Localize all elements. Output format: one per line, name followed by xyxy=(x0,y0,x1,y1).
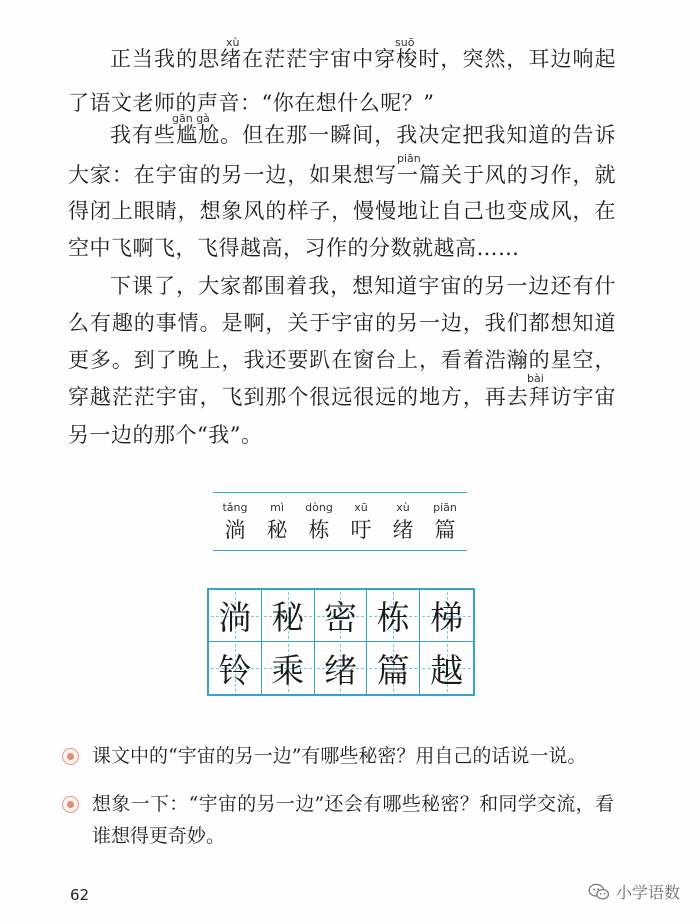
exercise-text: 想象一下：“宇宙的另一边”还会有哪些秘密？和同学交流，看 xyxy=(92,793,614,815)
pinyin-annotation: piān xyxy=(397,152,421,165)
vocab-char: 绪 xyxy=(392,518,414,542)
grid-char: 密 xyxy=(323,598,357,637)
grid-cell xyxy=(420,590,473,642)
vocab-top-rule xyxy=(213,492,467,493)
vocab-word xyxy=(430,500,460,546)
character-writing-grid xyxy=(207,588,475,696)
text-line: 我有些尴尬。但在那一瞬间，我决定把我知道的告诉 xyxy=(110,123,616,147)
text-line: 穿越茫茫宇宙，飞到那个很远很远的地方，再去拜访宇宙 xyxy=(68,385,616,409)
pinyin-annotation: bài xyxy=(527,372,544,385)
text-line: 么有趣的事情。是啊，关于宇宙的另一边，我们都想知道 xyxy=(68,311,616,335)
grid-cell xyxy=(209,590,262,642)
watermark-text: 小学语数 xyxy=(615,883,680,902)
vocab-word xyxy=(262,500,292,546)
grid-char: 栋 xyxy=(376,598,410,637)
page-number: 62 xyxy=(70,886,90,904)
vocab-char: 篇 xyxy=(434,518,456,542)
grid-char: 秘 xyxy=(271,598,305,637)
grid-char: 淌 xyxy=(218,598,252,637)
grid-char: 绪 xyxy=(323,650,357,690)
exercise-bullet-icon xyxy=(62,748,79,765)
text-line: 空中飞啊飞，飞得越高，习作的分数就越高…… xyxy=(68,236,520,260)
grid-cell xyxy=(420,642,473,694)
vocab-char: 淌 xyxy=(224,518,246,542)
text-line: 大家：在宇宙的另一边，如果想写一篇关于风的习作，就 xyxy=(68,163,616,187)
text-line: 正当我的思绪在茫茫宇宙中穿梭时，突然，耳边响起 xyxy=(110,47,616,71)
grid-cell xyxy=(209,642,262,694)
vocab-pinyin: xū xyxy=(354,501,368,514)
text-line: 得闭上眼睛，想象风的样子，慢慢地让自己也变成风，在 xyxy=(68,199,616,223)
grid-cell xyxy=(367,642,420,694)
pinyin-annotation: gān gà xyxy=(172,112,210,125)
exercise-text: 课文中的“宇宙的另一边”有哪些秘密？用自己的话说一说。 xyxy=(92,745,587,767)
grid-cell xyxy=(367,590,420,642)
text-line: 更多。到了晚上，我还要趴在窗台上，看着浩瀚的星空， xyxy=(68,348,616,372)
grid-cell xyxy=(262,590,315,642)
grid-cell xyxy=(315,642,368,694)
vocab-char: 秘 xyxy=(266,518,288,542)
vocab-char: 吁 xyxy=(350,518,372,542)
text-line: 另一边的那个“我”。 xyxy=(68,423,263,447)
vocab-pinyin: xù xyxy=(396,501,410,514)
vocab-bottom-rule xyxy=(213,550,467,551)
vocab-pinyin: piān xyxy=(433,501,457,514)
grid-cell xyxy=(315,590,368,642)
grid-char: 越 xyxy=(430,650,464,690)
exercise-text: 谁想得更奇妙。 xyxy=(92,825,226,847)
vocab-pinyin: mì xyxy=(270,501,284,514)
grid-char: 铃 xyxy=(218,650,252,690)
vocab-strip xyxy=(213,500,467,546)
grid-char: 篇 xyxy=(376,650,410,690)
text-line: 下课了，大家都围着我，想知道宇宙的另一边还有什 xyxy=(110,274,616,298)
pinyin-annotation: xù xyxy=(226,36,240,49)
grid-char: 乘 xyxy=(271,650,305,690)
vocab-word xyxy=(304,500,334,546)
grid-char: 梯 xyxy=(430,598,464,637)
vocab-pinyin: dòng xyxy=(305,501,333,514)
watermark xyxy=(588,880,680,903)
wechat-icon xyxy=(588,883,610,901)
vocab-pinyin: tǎng xyxy=(222,501,248,514)
vocab-word xyxy=(388,500,418,546)
text-line: 了语文老师的声音：“你在想什么呢？” xyxy=(68,91,435,115)
vocab-word xyxy=(220,500,250,546)
exercise-bullet-icon xyxy=(62,796,79,813)
vocab-char: 栋 xyxy=(308,518,330,542)
pinyin-annotation: suō xyxy=(395,36,415,49)
grid-cell xyxy=(262,642,315,694)
vocab-word xyxy=(346,500,376,546)
